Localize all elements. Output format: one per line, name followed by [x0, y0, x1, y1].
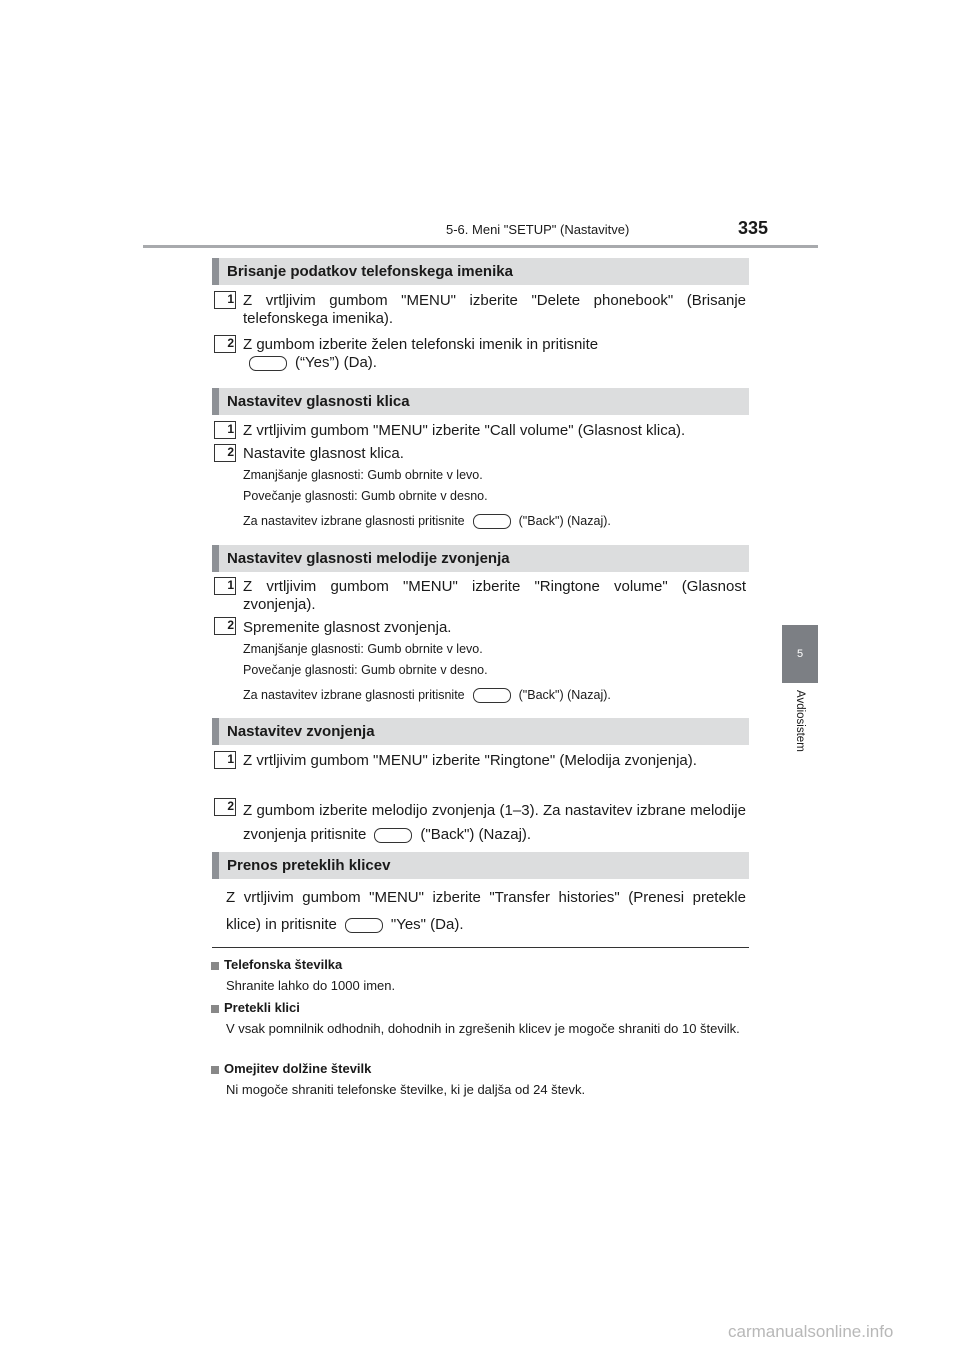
step-number: 2 — [214, 798, 236, 816]
section-title: Nastavitev zvonjenja — [212, 718, 749, 745]
section-title: Brisanje podatkov telefonskega imenika — [212, 258, 749, 285]
step-text — [243, 799, 746, 847]
note-title — [211, 957, 342, 972]
header-rule — [143, 245, 818, 248]
section-title: Nastavitev glasnosti melodije zvonjenja — [212, 545, 749, 572]
sub-text — [243, 687, 611, 703]
note-text: Ni mogoče shraniti telefonske številke, ki je daljša od 24 števk. — [226, 1082, 586, 1097]
sub-text-b: ("Back") (Nazaj). — [518, 688, 611, 702]
square-bullet-icon — [211, 962, 219, 970]
note-title-text: Pretekli klici — [224, 1000, 300, 1015]
step-text: Z vrtljivim gumbom "MENU" izberite "Ringtone" (Melodija zvonjenja). — [243, 752, 697, 769]
note-text: V vsak pomnilnik odhodnih, dohodnih in zgrešenih klicev je mogoče shraniti do 10 številk. — [226, 1021, 740, 1036]
body-text-a: Z vrtljivim gumbom "MENU" izberite "Transfer histories" (Prenesi pretekle klice) in pritisnite — [226, 889, 746, 933]
step-number: 2 — [214, 617, 236, 635]
sub-text-b: ("Back") (Nazaj). — [518, 514, 611, 528]
sub-text — [243, 513, 611, 529]
note-title — [211, 1000, 300, 1015]
note-text: Shranite lahko do 1000 imen. — [226, 978, 396, 993]
square-bullet-icon — [211, 1066, 219, 1074]
step-number: 2 — [214, 444, 236, 462]
step-number: 1 — [214, 577, 236, 595]
step-number: 1 — [214, 421, 236, 439]
back-button-icon — [473, 688, 511, 703]
step-text — [243, 336, 746, 372]
sub-text: Povečanje glasnosti: Gumb obrnite v desno. — [243, 489, 488, 503]
step-text-b: ("Back") (Nazaj). — [420, 826, 532, 843]
section-title: Prenos preteklih klicev — [212, 852, 749, 879]
yes-button-icon — [249, 356, 287, 371]
chapter-label-text: Avdiosistem — [794, 690, 806, 752]
step-text: Z vrtljivim gumbom "MENU" izberite "Ringtone volume" (Glasnost zvonjenja). — [243, 578, 746, 613]
watermark: carmanualsonline.info — [728, 1322, 894, 1341]
note-title-text: Omejitev dolžine številk — [224, 1061, 372, 1076]
back-button-icon — [374, 828, 412, 843]
step-text: Spremenite glasnost zvonjenja. — [243, 619, 452, 636]
sub-text-a: Za nastavitev izbrane glasnosti pritisnite — [243, 688, 465, 702]
back-button-icon — [473, 514, 511, 529]
notes-divider — [212, 947, 749, 948]
sub-text: Povečanje glasnosti: Gumb obrnite v desno. — [243, 663, 488, 677]
step-number: 1 — [214, 751, 236, 769]
chapter-tab: 5 — [782, 625, 818, 683]
page-number: 335 — [738, 218, 769, 238]
body-text — [226, 884, 746, 938]
note-title-text: Telefonska številka — [224, 957, 343, 972]
step-text: Nastavite glasnost klica. — [243, 445, 404, 462]
step-number: 1 — [214, 291, 236, 309]
section-title: Nastavitev glasnosti klica — [212, 388, 749, 415]
step-number: 2 — [214, 335, 236, 353]
chapter-label — [782, 690, 818, 800]
sub-text-a: Za nastavitev izbrane glasnosti pritisnite — [243, 514, 465, 528]
running-header: 5-6. Meni "SETUP" (Nastavitve) — [446, 222, 630, 237]
body-text-b: "Yes" (Da). — [390, 916, 464, 933]
square-bullet-icon — [211, 1005, 219, 1013]
step-text-b: (“Yes”) (Da). — [295, 354, 377, 371]
step-text: Z vrtljivim gumbom "MENU" izberite "Delete phonebook" (Brisanje telefonskega imenika). — [243, 292, 746, 327]
step-text-a: Z gumbom izberite melodijo zvonjenja (1–3). Za nastavitev izbrane melodije zvonjenja pritisnite — [243, 802, 746, 843]
step-text: Z vrtljivim gumbom "MENU" izberite "Call volume" (Glasnost klica). — [243, 422, 686, 439]
sub-text: Zmanjšanje glasnosti: Gumb obrnite v levo. — [243, 642, 483, 656]
note-title — [211, 1061, 371, 1076]
sub-text: Zmanjšanje glasnosti: Gumb obrnite v levo. — [243, 468, 483, 482]
step-text-a: Z gumbom izberite želen telefonski imenik in pritisnite — [243, 336, 599, 353]
yes-button-icon — [345, 918, 383, 933]
